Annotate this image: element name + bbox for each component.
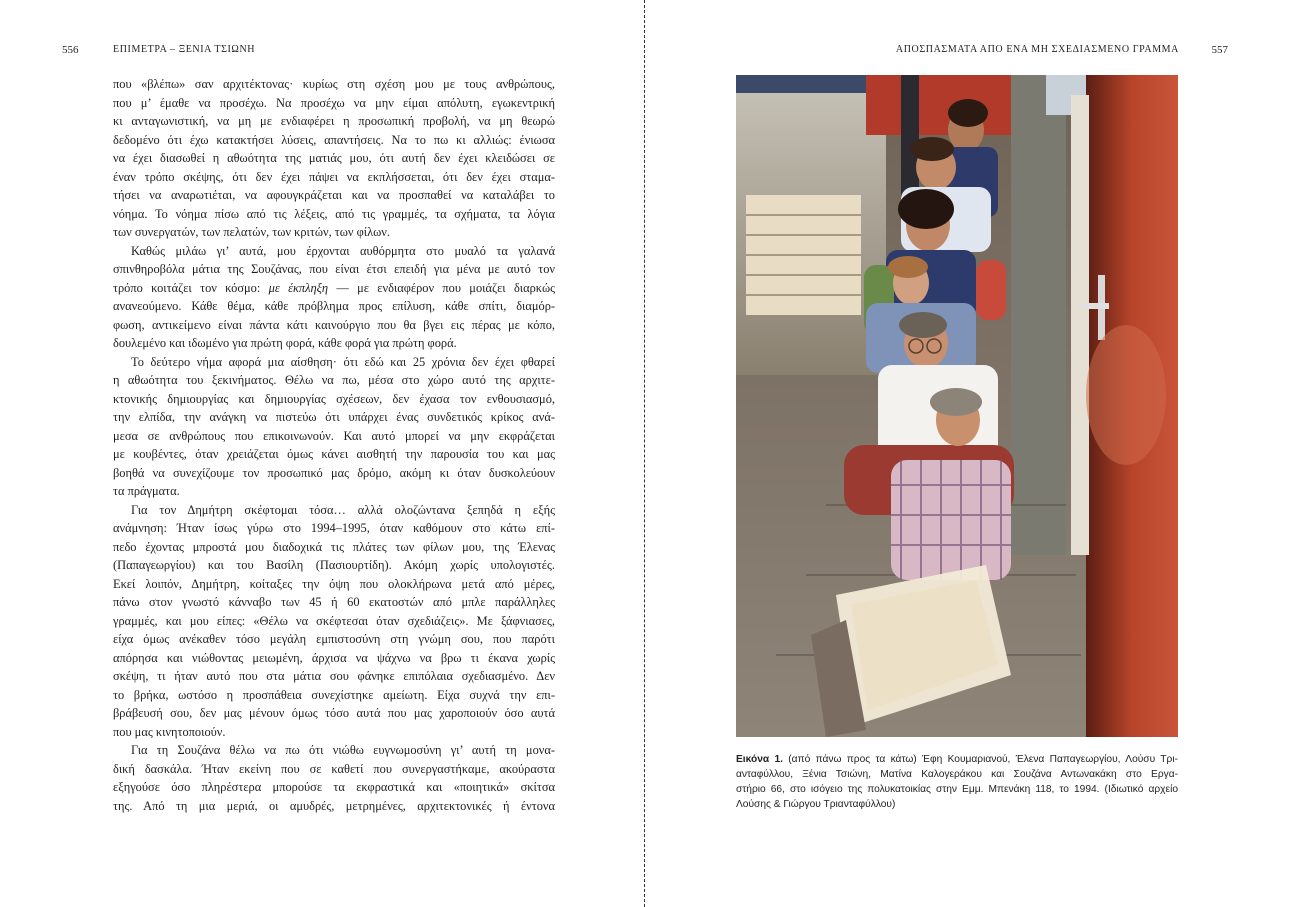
- page-number-right: 557: [1211, 44, 1228, 56]
- text-line: τα πράγματα.: [113, 484, 180, 498]
- text-line: δεδομένο ότι έχω κατακτήσει λύσεις, απαντήσεις. Να το πω κι αλλιώς: ένιωσα: [113, 132, 555, 147]
- text-line: πάνω στον γνωστό κάνναβο των 45 ή 60 εκατοστών από μπλε παράλληλες: [113, 595, 555, 609]
- text-line: δουλεμένο και ιδωμένο για πρώτη φορά, κάθε φορά για πρώτη φορά.: [113, 336, 457, 350]
- text-line: με κουβέντες, όταν χρειάζεται όμως κάνει αισθητή την παρουσία του και μας: [113, 447, 555, 461]
- right-page: [646, 0, 1289, 907]
- text-line: τήσει να αναρωτιέται, να αφουγκράζεται και να προσπαθεί να καταλάβει το: [113, 188, 555, 202]
- body-text: [113, 75, 555, 815]
- text-line: εξηγούσε όσο πληρέστερα μπορούσε τα εκφραστικά και «ποιητικά» σκίτσα: [113, 780, 555, 794]
- text-line: Εκεί λοιπόν, Δημήτρη, κοίταξες την όψη που ολοκλήρωνα μετά από μέρες,: [113, 576, 555, 591]
- text-line: που μας κινητοποιούν.: [113, 724, 226, 739]
- running-head-left: ΕΠΙΜΕΤΡΑ – ΞΕΝΙΑ ΤΣΙΩΝΗ: [113, 44, 256, 55]
- caption-line: Λούσης & Γιώργου Τριανταφύλλου): [736, 799, 896, 810]
- text-line: ανανεούμενο. Κάθε θέμα, κάθε πρόβλημα προς επίλυση, κάθε σπίτι, διαμόρ-: [113, 299, 555, 313]
- caption-line: [736, 752, 1178, 767]
- text-line: ανάμνηση: Ήταν ίσως γύρω στο 1994–1995, όταν καθόμουν στο κάτω επί-: [113, 521, 555, 535]
- text-line: της. Από τη μια μεριά, οι αμυδρές, μετρημένες, αρχιτεκτονικές ή έντονα: [113, 798, 555, 813]
- text-line: την ελπίδα, την ανάγκη να πιστεύω ότι υπάρχει ένας συνδετικός κρίκος ανά-: [113, 410, 555, 424]
- text-line: Για τον Δημήτρη σκέφτομαι τόσα… αλλά ολοζώντανα ξεπηδά η εξής: [131, 502, 555, 517]
- text-line: νόημα. Το νόημα πίσω από τις λέξεις, από τις γραμμές, τα σχήματα, τα λόγια: [113, 206, 555, 221]
- emphasis-text: με έκπληξη: [268, 280, 329, 295]
- text-line: (Παπαγεωργίου) και του Βασίλη (Πασιουρτίδη). Ακόμη χωρίς υπολογιστές.: [113, 558, 555, 572]
- text-line: το βρήκα, ωστόσο η προσπάθεια συνεχίστηκε αμείωτη. Είχα συχνά την επι-: [113, 687, 555, 702]
- text-line: βοηθά να συνεχίζουμε τον προσωπικό μας δρόμο, ακόμη κι όταν δυσκολεύουν: [113, 465, 555, 480]
- page-number-left: 556: [62, 44, 79, 56]
- text-line: έναν τρόπο σκέψης, ότι δεν έχει πάψει να εκπλήσσεται, ότι δεν έχει σταμα-: [113, 169, 555, 184]
- group-photo: [736, 75, 1178, 737]
- text-line: σκέψη, τι ήταν αυτό που στα μάτια σου φάνηκε επιπόλαια σχεδιασμένο. Δεν: [113, 669, 555, 683]
- text-line: κτονικής δημιουργίας και δημιουργίας σχέσεων, δεν έχασα τον ενθουσιασμό,: [113, 391, 555, 406]
- caption-label: Εικόνα 1.: [736, 754, 783, 765]
- text-line: μεσα σε ανθρώπους που επικοινωνούν. Και αυτό μπορεί να μην εκφράζεται: [113, 428, 555, 443]
- photo-caption: [736, 752, 1178, 812]
- text-line: Το δεύτερο νήμα αφορά μια αίσθηση· ότι εδώ και 25 χρόνια δεν έχει φθαρεί: [131, 354, 555, 369]
- caption-line: στήριο 66, στο ισόγειο της πολυκατοικίας στην Εμμ. Μπενάκη 118, το 1994. (Ιδιωτικό αρχείο: [736, 784, 1178, 795]
- text-line: κι ανταγωνιστική, να μη με ενδιαφέρει η προσωπική προβολή, να μη θεωρώ: [113, 114, 555, 128]
- text-line: που «βλέπω» σαν αρχιτέκτονας· κυρίως στη σχέση μου με τους ανθρώπους,: [113, 77, 555, 91]
- caption-line: ανταφύλλου, Ξένια Τσιώνη, Ματίνα Καλογεράκου και Σουζάνα Αντωνακάκη στο Εργα-: [736, 769, 1178, 780]
- caption-text: (από πάνω προς τα κάτω) Έφη Κουμαριανού, Έλενα Παπαγεωργίου, Λούσυ Τρι-: [782, 754, 1178, 765]
- text-line: σπινθηροβόλα μάτια της Σουζάνας, που είναι έτσι επειδή για μένα με αυτό τον: [113, 262, 555, 276]
- text-line: Καθώς μιλάω γι’ αυτά, μου έρχονται αυθόρμητα στο μυαλό τα γαλανά: [131, 243, 555, 258]
- text-line: βράβευσή σου, δεν μας μένουν όμως τόσο αυτά που μας χαροποιούν όσο αυτά: [113, 706, 555, 720]
- text-line: τρόπο κοιτάζει τον κόσμο: με έκπληξη — με ενδιαφέρον που μοιάζει διαρκώς: [113, 280, 556, 295]
- text-line: που μ’ έμαθε να προσέχω. Να προσέχω να μην είμαι απόλυτη, εγωκεντρική: [113, 95, 555, 110]
- text-line: πεδο έχοντας μπροστά μου διαδοχικά τις πλάτες των φίλων μου, της Έλενας: [113, 539, 555, 554]
- running-head-right: ΑΠΟΣΠΑΣΜΑΤΑ ΑΠΟ ΕΝΑ ΜΗ ΣΧΕΔΙΑΣΜΕΝΟ ΓΡΑΜΜΑ: [895, 44, 1179, 55]
- text-line: Για τη Σουζάνα θέλω να πω ότι νιώθω ευγνωμοσύνη γι’ αυτή τη μονα-: [131, 743, 555, 757]
- text-line: να έχει διασωθεί η αθωότητα της ματιάς μου, ότι αυτή δεν έχει κλειδώσει σε: [113, 151, 555, 165]
- text-line: γραμμές, και μου είπες: «Θέλω να σκέφτεσαι όταν σχεδιάζεις». Με ξάφνιασες,: [113, 613, 555, 628]
- text-line: δική δασκάλα. Ήταν εκείνη που σε καθετί που συνεργαστήκαμε, ακούραστα: [113, 761, 555, 776]
- text-line: φωση, αντικείμενο είναι πάντα κάτι καινούργιο που θα βγει εις πέρας με κόπο,: [113, 317, 555, 332]
- text-line: απόρησα και νιώθοντας μειωμένη, άρχισα να ψάχνω να βρω τι έκανα χωρίς: [113, 650, 555, 665]
- text-line: των συνεργατών, των πελατών, των κριτών, των φίλων.: [113, 225, 390, 239]
- text-line: είχα όμως ανέκαθεν τόσο μεγάλη εμπιστοσύνη στη γνώμη σου, που παρότι: [113, 632, 555, 646]
- text-line: η αθωότητα του ξεκινήματος. Θέλω να πω, μέσα στο χώρο αυτό της αρχιτε-: [113, 373, 555, 387]
- page-divider: [644, 0, 645, 907]
